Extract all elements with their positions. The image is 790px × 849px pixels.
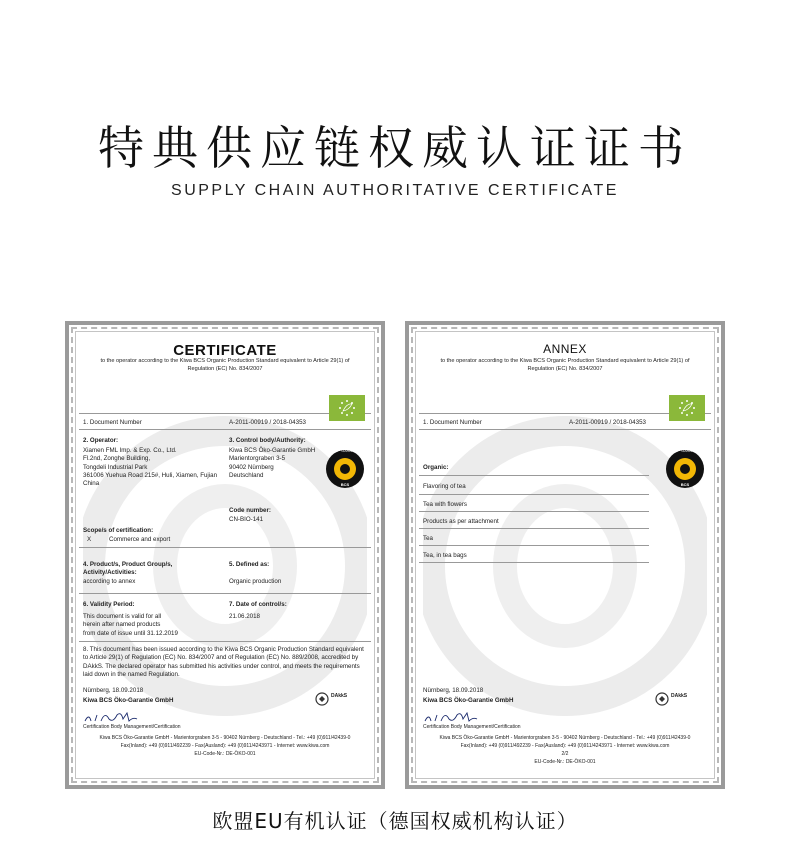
- doc-number-label: 1. Document Number: [423, 419, 482, 426]
- seal-text-bottom: BCS: [340, 482, 350, 487]
- eu-organic-leaf-icon: [669, 395, 705, 421]
- page-title: 特典供应链权威认证证书: [98, 121, 692, 175]
- dakks-text: DAkkS: [671, 693, 688, 699]
- validity-text: This document is valid for all herein after named products from date of issue until 31.12.2019: [83, 613, 178, 637]
- certificate-subtitle: to the operator according to the Kiwa BCS Organic Production Standard equivalent to Article 29(1) of Regulation (EC) No. 834/2007: [100, 358, 350, 372]
- validity-label: 6. Validity Period:: [83, 601, 135, 608]
- annex-document: [405, 321, 725, 789]
- code-number-value: CN-BIO-141: [229, 516, 264, 523]
- defined-as-label: 5. Defined as:: [229, 561, 270, 568]
- scope-value: Commerce and export: [109, 536, 171, 543]
- products-label: 4. Product/s, Product Group/s, Activity/Activities:: [83, 561, 173, 577]
- control-body-address: Kiwa BCS Öko-Garantie GmbH Marientorgraben 3-5 90402 Nürnberg Deutschland: [229, 447, 316, 480]
- operator-label: 2. Operator:: [83, 437, 119, 444]
- footer-contact: Fax(Inland): +49 (0)911/492239 - Fax(Ausland): +49 (0)911/4243971 - Internet: www.kiwa.com: [460, 743, 670, 749]
- control-date-value: 21.06.2018: [229, 613, 260, 620]
- signature: [423, 709, 479, 725]
- issuer-name: Kiwa BCS Öko-Garantie GmbH: [83, 697, 174, 704]
- footer-address: Kiwa BCS Öko-Garantie GmbH - Marientorgraben 3-5 - 90402 Nürnberg - Deutschland - Tel.: +49 (0)911/42439-0: [439, 735, 691, 741]
- doc-number-value: A-2011-00919 / 2018-04353: [569, 419, 646, 426]
- scope-label: Scope/s of certification:: [83, 527, 154, 534]
- doc-number-value: A-2011-00919 / 2018-04353: [229, 419, 306, 426]
- scope-checkmark: X: [87, 536, 92, 543]
- certificate-heading: CERTIFICATE: [173, 342, 277, 359]
- product-item: Flavoring of tea: [423, 483, 466, 490]
- certificate-caption: 欧盟EU有机认证（德国权威机构认证）: [212, 809, 578, 833]
- operator-address: Xiamen FML Imp. & Exp. Co., Ltd. Fl.2nd, Zonghe Building, Tongdeli Industrial Park 361006 Yuehua Road 215#, Huli, Xiamen, Fujian China: [83, 447, 218, 488]
- control-date-label: 7. Date of control/s:: [229, 601, 287, 608]
- page-subtitle: SUPPLY CHAIN AUTHORITATIVE CERTIFICATE: [171, 182, 619, 199]
- issuer-name: Kiwa BCS Öko-Garantie GmbH: [423, 697, 514, 704]
- organic-label: Organic:: [423, 464, 449, 471]
- place-date: Nürnberg, 18.09.2018: [423, 687, 484, 694]
- certification-statement: 8. This document has been issued according to the Kiwa BCS Organic Production Standard equivalent to Article 29(1) of Regulation (EC) No. 834/2007 and of Regulation (EC) No. 889/2008, accredited by DAkkS. The declared operator has submitted his activities under control, and meets the requirements laid down in the named Regulation.: [83, 646, 364, 679]
- dakks-text: DAkkS: [331, 693, 348, 699]
- seal-text-bottom: BCS: [680, 482, 690, 487]
- eu-organic-leaf-icon: [329, 395, 365, 421]
- code-number-label: Code number:: [229, 507, 271, 514]
- seal-text-top: ÖKO · GARANTIE: [670, 449, 700, 453]
- footer-code: EU-Code-Nr.: DE-ÖKO-001: [534, 759, 596, 765]
- product-item: Tea: [423, 535, 433, 542]
- defined-as-value: Organic production: [229, 578, 282, 585]
- signature-role: Certification Body Management/Certification: [83, 724, 181, 730]
- footer-code: EU-Code-Nr.: DE-ÖKO-001: [194, 751, 256, 757]
- annex-subtitle: to the operator according to the Kiwa BCS Organic Production Standard equivalent to Article 29(1) of Regulation (EC) No. 834/2007: [440, 358, 690, 372]
- signature-role: Certification Body Management/Certification: [423, 724, 521, 730]
- footer-address: Kiwa BCS Öko-Garantie GmbH - Marientorgraben 3-5 - 90402 Nürnberg - Deutschland - Tel.: +49 (0)911/42439-0: [99, 735, 351, 741]
- certificate-document: [65, 321, 385, 789]
- place-date: Nürnberg, 18.09.2018: [83, 687, 144, 694]
- control-body-label: 3. Control body/Authority:: [229, 437, 306, 444]
- annex-heading: ANNEX: [543, 342, 587, 356]
- page-number: 2/2: [561, 751, 569, 757]
- products-value: according to annex: [83, 578, 136, 585]
- doc-number-label: 1. Document Number: [83, 419, 142, 426]
- signature: [83, 709, 139, 725]
- seal-text-top: ÖKO · GARANTIE: [330, 449, 360, 453]
- footer-contact: Fax(Inland): +49 (0)911/492239 - Fax(Ausland): +49 (0)911/4243971 - Internet: www.kiwa.com: [120, 743, 330, 749]
- product-item: Tea with flowers: [423, 501, 468, 508]
- product-item: Tea, in tea bags: [423, 552, 467, 559]
- product-item: Products as per attachment: [423, 518, 499, 525]
